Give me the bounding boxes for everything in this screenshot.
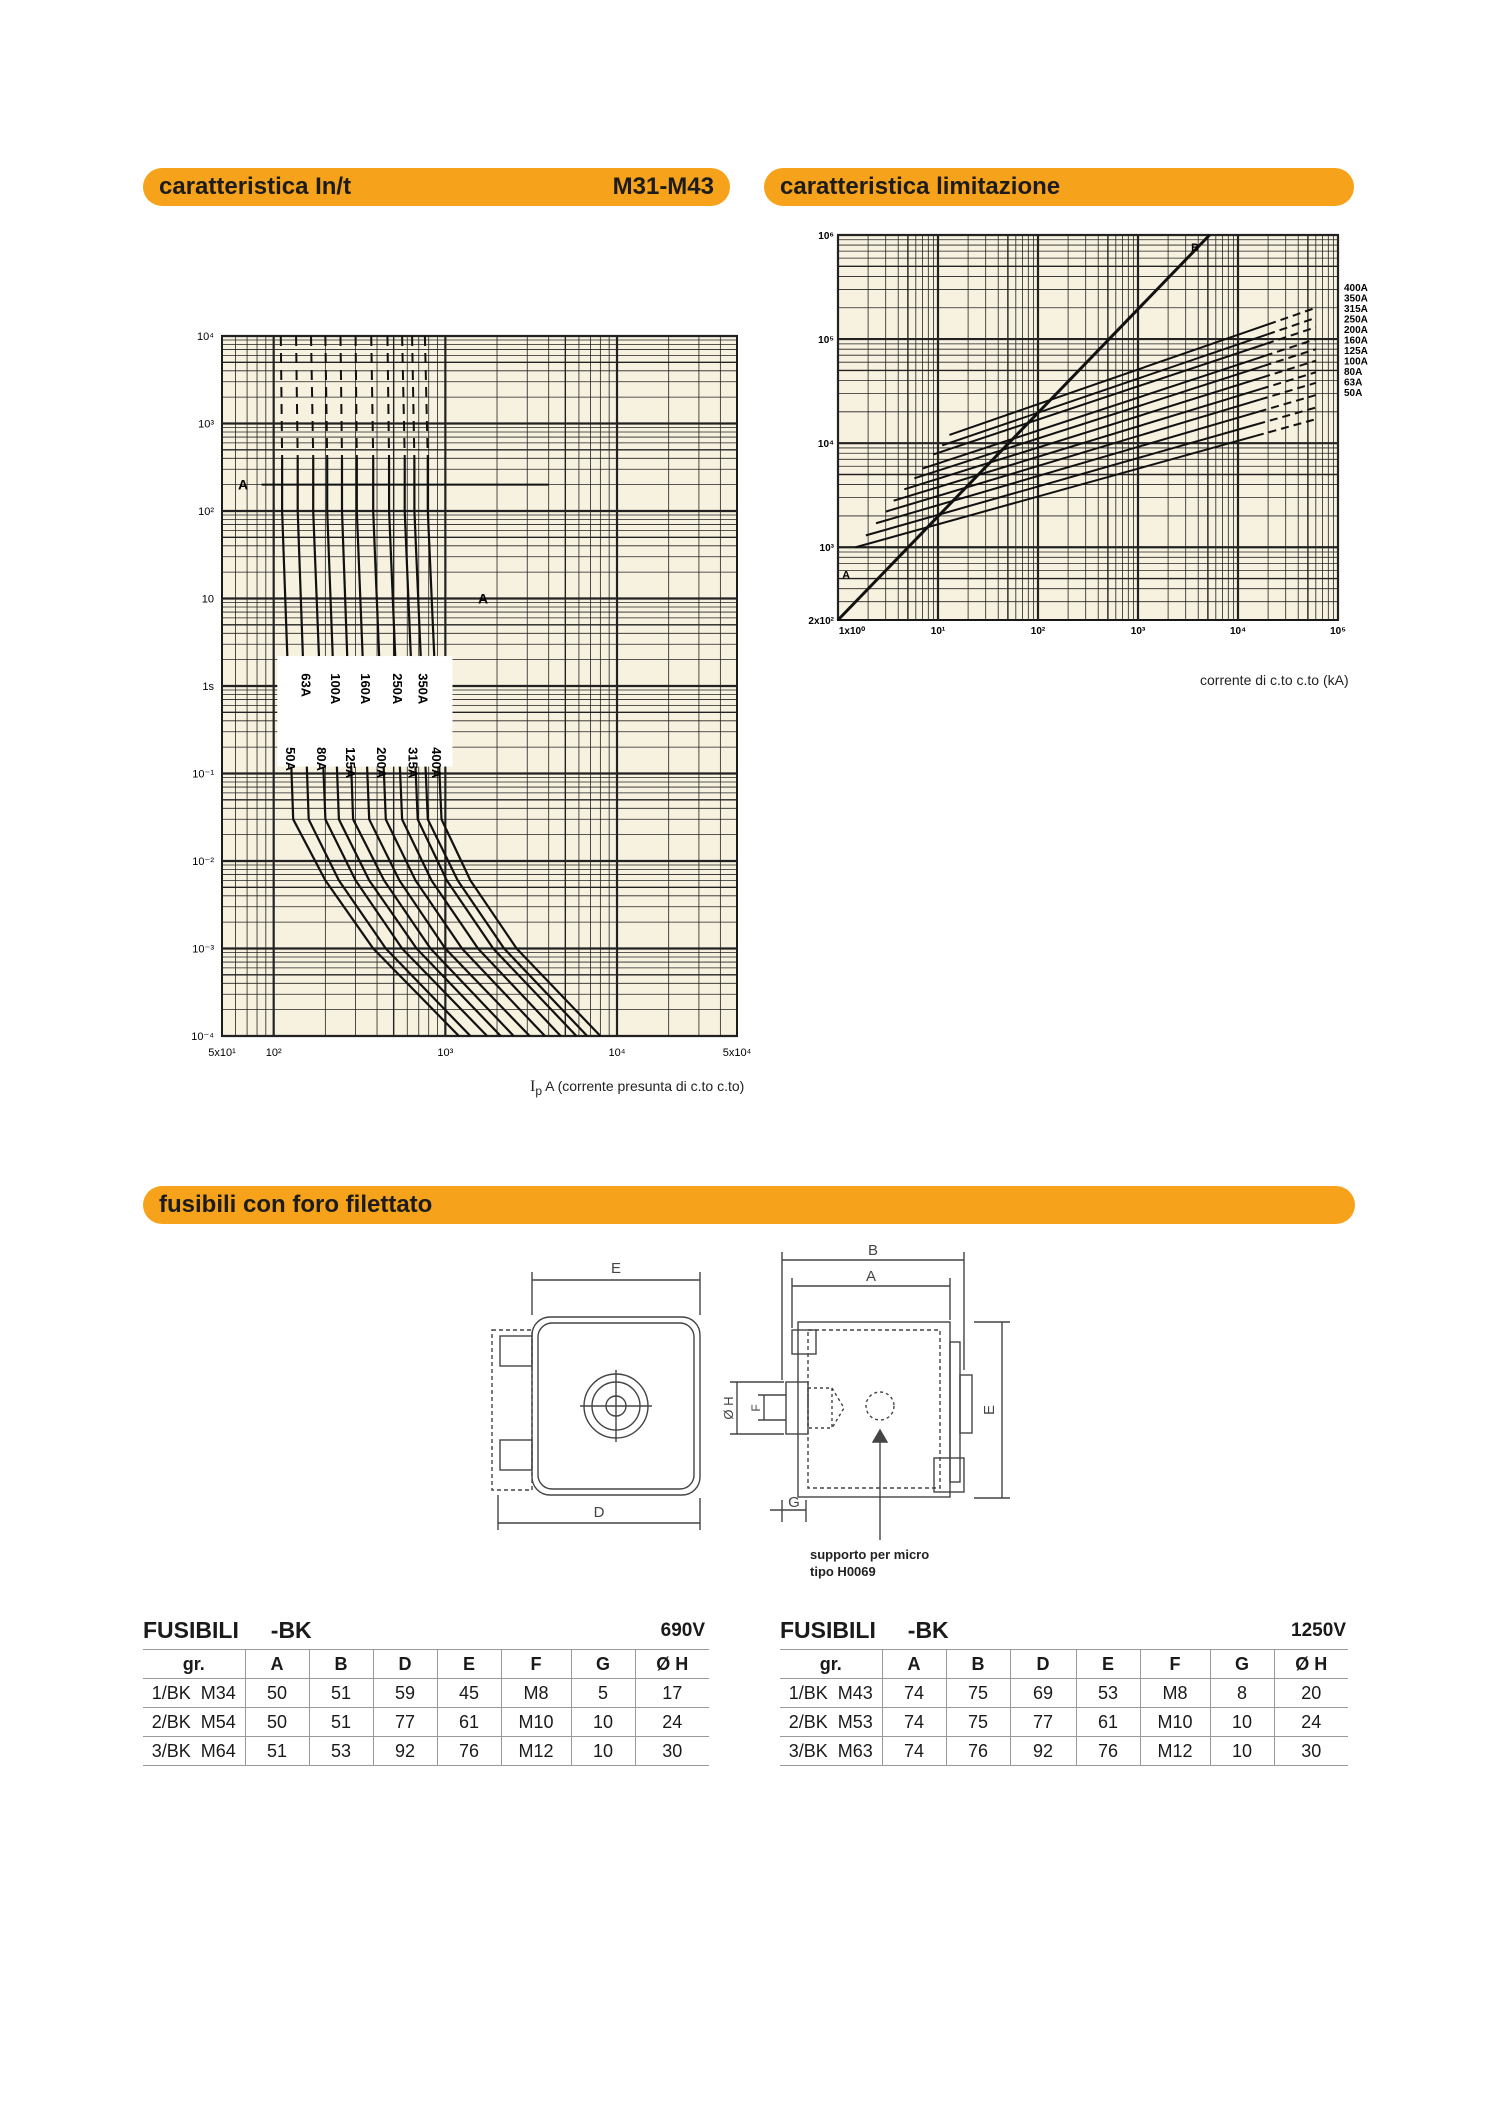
cell: 74 xyxy=(882,1679,946,1708)
cell: 10 xyxy=(571,1737,635,1766)
chart2-series-label: 80A xyxy=(1344,367,1363,378)
chart2-x-tick: 1x10⁰ xyxy=(838,626,866,637)
cell: 75 xyxy=(946,1708,1010,1737)
chart1-x-axis-label xyxy=(530,1078,744,1098)
chart2-x-tick: 10⁵ xyxy=(1330,626,1346,637)
chart1-y-tick: 10⁻² xyxy=(192,856,214,868)
col-header: E xyxy=(437,1650,501,1679)
cell: 69 xyxy=(1010,1679,1076,1708)
col-header: D xyxy=(1010,1650,1076,1679)
chart-limitation xyxy=(800,225,1368,655)
cell: 75 xyxy=(946,1679,1010,1708)
fuse-front-view xyxy=(492,1272,700,1530)
cell: 2/BK M54 xyxy=(143,1708,245,1737)
cell: 61 xyxy=(437,1708,501,1737)
chart2-curve-label-a: A xyxy=(842,569,851,582)
drawing-note xyxy=(810,1546,929,1580)
chart2-series-label: 200A xyxy=(1344,325,1368,336)
cell: 10 xyxy=(1210,1708,1274,1737)
cell: 74 xyxy=(882,1708,946,1737)
cell: 50 xyxy=(245,1679,309,1708)
header-chart2-title: caratteristica limitazione xyxy=(780,173,1061,200)
chart2-series-label: 50A xyxy=(1344,388,1363,399)
cell: 51 xyxy=(309,1679,373,1708)
cell: 77 xyxy=(373,1708,437,1737)
dim-label-e-side: E xyxy=(981,1404,998,1416)
fuse-side-view xyxy=(730,1252,1010,1540)
cell: 92 xyxy=(373,1737,437,1766)
col-header: B xyxy=(946,1650,1010,1679)
chart2-series-label: 160A xyxy=(1344,335,1368,347)
chart2-paper xyxy=(838,235,1338,620)
chart1-x-label-rest: A (corrente presunta di c.to c.to) xyxy=(542,1078,745,1094)
header-chart1 xyxy=(143,168,730,206)
cell: 3/BK M64 xyxy=(143,1737,245,1766)
cell: 61 xyxy=(1076,1708,1140,1737)
chart1-y-tick: 10⁻⁴ xyxy=(191,1031,214,1043)
chart2-x-tick: 10¹ xyxy=(930,626,946,637)
cell: 24 xyxy=(1274,1708,1348,1737)
cell: 74 xyxy=(882,1737,946,1766)
chart1-curve-marker: A xyxy=(478,590,489,607)
cell: 76 xyxy=(437,1737,501,1766)
chart2-series-label: 400A xyxy=(1344,283,1368,294)
chart1-x-tick: 10³ xyxy=(437,1047,454,1059)
cell: M10 xyxy=(501,1708,571,1737)
chart1-series-label: 125A xyxy=(342,747,358,779)
table-row xyxy=(143,1708,709,1737)
cell: 92 xyxy=(1010,1737,1076,1766)
col-header: Ø H xyxy=(1274,1650,1348,1679)
table-1250v xyxy=(780,1649,1348,1766)
chart1-x-tick: 5x10⁴ xyxy=(722,1047,752,1059)
dim-label-e-top: E xyxy=(610,1260,622,1277)
dim-label-g: G xyxy=(788,1494,800,1511)
chart2-series-label: 350A xyxy=(1344,293,1368,305)
table-row xyxy=(143,1737,709,1766)
col-header: Ø H xyxy=(635,1650,709,1679)
chart1-y-tick: 10⁻³ xyxy=(192,943,214,956)
col-header: G xyxy=(571,1650,635,1679)
chart2-series-label: 315A xyxy=(1344,304,1368,315)
header-chart2 xyxy=(764,168,1354,206)
chart1-series-label: 160A xyxy=(357,673,373,705)
chart2-y-tick: 2x10² xyxy=(808,616,834,627)
chart1-series-label: 200A xyxy=(374,747,390,779)
chart-in-t xyxy=(160,300,760,1060)
cell: 59 xyxy=(373,1679,437,1708)
col-header: F xyxy=(1140,1650,1210,1679)
cell: 8 xyxy=(1210,1679,1274,1708)
chart1-x-symbol: I xyxy=(530,1078,536,1095)
chart1-y-tick: 10² xyxy=(198,506,214,518)
cell: 51 xyxy=(245,1737,309,1766)
chart2-y-tick: 10⁵ xyxy=(818,335,834,347)
chart2-y-tick: 10⁶ xyxy=(818,231,834,242)
chart1-series-label: 315A xyxy=(405,747,421,779)
chart2-x-axis-label: corrente di c.to c.to (kA) xyxy=(1200,672,1349,688)
chart2-x-ticks xyxy=(839,626,1346,637)
chart2-series-label: 250A xyxy=(1344,314,1368,326)
cell: 2/BK M53 xyxy=(780,1708,882,1737)
table1-title: FUSIBILI -BK xyxy=(143,1617,312,1643)
col-header: D xyxy=(373,1650,437,1679)
chart1-y-tick: 1s xyxy=(202,681,214,693)
dim-label-diameter-h: Ø H xyxy=(721,1396,736,1420)
cell: 10 xyxy=(1210,1737,1274,1766)
table-row xyxy=(143,1679,709,1708)
cell: 1/BK M34 xyxy=(143,1679,245,1708)
chart1-x-sub: p xyxy=(535,1083,543,1098)
table-row xyxy=(780,1708,1348,1737)
chart1-series-label: 250A xyxy=(390,673,406,705)
chart2-curve-label-b: B xyxy=(1191,242,1200,255)
header-chart1-range: M31-M43 xyxy=(612,173,714,200)
chart2-series-label: 100A xyxy=(1344,356,1368,368)
table-header-row xyxy=(143,1650,709,1679)
table-690v xyxy=(143,1649,709,1766)
cell: M12 xyxy=(1140,1737,1210,1766)
cell: 30 xyxy=(635,1737,709,1766)
chart2-series-label: 125A xyxy=(1344,346,1368,357)
chart1-curve-marker: A xyxy=(238,476,249,493)
header-section-fuses xyxy=(143,1186,1355,1224)
col-header: E xyxy=(1076,1650,1140,1679)
header-chart1-title: caratteristica In/t xyxy=(159,173,352,200)
col-header: A xyxy=(882,1650,946,1679)
cell: 51 xyxy=(309,1708,373,1737)
dim-label-a: A xyxy=(865,1268,877,1285)
chart2-x-tick: 10⁴ xyxy=(1229,626,1247,637)
table1-voltage: 690V xyxy=(660,1620,705,1641)
cell: 76 xyxy=(946,1737,1010,1766)
dim-label-f: F xyxy=(749,1404,763,1412)
chart1-y-tick: 10 xyxy=(201,593,214,606)
chart1-x-ticks xyxy=(208,1047,751,1059)
cell: 17 xyxy=(635,1679,709,1708)
cell: 53 xyxy=(309,1737,373,1766)
col-header: gr. xyxy=(780,1650,882,1679)
chart2-series-labels xyxy=(1344,283,1368,399)
chart2-y-tick: 10³ xyxy=(819,543,834,555)
cell: 10 xyxy=(571,1708,635,1737)
chart2-y-ticks xyxy=(808,231,834,627)
cell: 3/BK M63 xyxy=(780,1737,882,1766)
cell: 77 xyxy=(1010,1708,1076,1737)
col-header: B xyxy=(309,1650,373,1679)
cell: 53 xyxy=(1076,1679,1140,1708)
table-row xyxy=(780,1737,1348,1766)
table-header-row xyxy=(780,1650,1348,1679)
chart2-series-label: 63A xyxy=(1344,377,1363,389)
chart1-series-label: 50A xyxy=(283,747,299,772)
col-header: F xyxy=(501,1650,571,1679)
cell: 1/BK M43 xyxy=(780,1679,882,1708)
chart1-x-tick: 5x10¹ xyxy=(208,1047,236,1059)
cell: 45 xyxy=(437,1679,501,1708)
col-header: A xyxy=(245,1650,309,1679)
table2-title: FUSIBILI -BK xyxy=(780,1617,949,1643)
col-header: G xyxy=(1210,1650,1274,1679)
chart2-x-tick: 10² xyxy=(1030,626,1046,637)
cell: 5 xyxy=(571,1679,635,1708)
chart1-x-tick: 10⁴ xyxy=(608,1047,626,1059)
chart1-series-label: 100A xyxy=(328,673,344,705)
chart2-x-tick: 10³ xyxy=(1130,626,1146,637)
drawing-note-line1: supporto per micro xyxy=(810,1547,930,1562)
cell: 24 xyxy=(635,1708,709,1737)
chart1-series-label: 63A xyxy=(298,673,314,698)
cell: M12 xyxy=(501,1737,571,1766)
chart1-y-ticks xyxy=(191,331,214,1043)
cell: 76 xyxy=(1076,1737,1140,1766)
chart1-y-tick: 10⁴ xyxy=(197,331,214,343)
drawing-note-line2: tipo H0069 xyxy=(810,1564,876,1579)
chart2-y-tick: 10⁴ xyxy=(817,439,834,451)
cell: M10 xyxy=(1140,1708,1210,1737)
chart1-y-tick: 10³ xyxy=(198,418,214,431)
chart1-x-tick: 10² xyxy=(265,1047,282,1059)
cell: M8 xyxy=(1140,1679,1210,1708)
cell: 20 xyxy=(1274,1679,1348,1708)
cell: M8 xyxy=(501,1679,571,1708)
table2-voltage: 1250V xyxy=(1291,1620,1346,1641)
chart1-series-label: 400A xyxy=(428,747,444,779)
col-header: gr. xyxy=(143,1650,245,1679)
header-section-title: fusibili con foro filettato xyxy=(159,1191,433,1218)
dim-label-d: D xyxy=(593,1504,605,1521)
chart1-y-tick: 10⁻¹ xyxy=(192,768,214,781)
cell: 50 xyxy=(245,1708,309,1737)
dim-label-b: B xyxy=(867,1242,879,1259)
chart1-series-label: 80A xyxy=(314,747,330,772)
table-row xyxy=(780,1679,1348,1708)
fuse-drawing xyxy=(480,1230,1040,1590)
chart1-series-label: 350A xyxy=(415,673,431,705)
cell: 30 xyxy=(1274,1737,1348,1766)
